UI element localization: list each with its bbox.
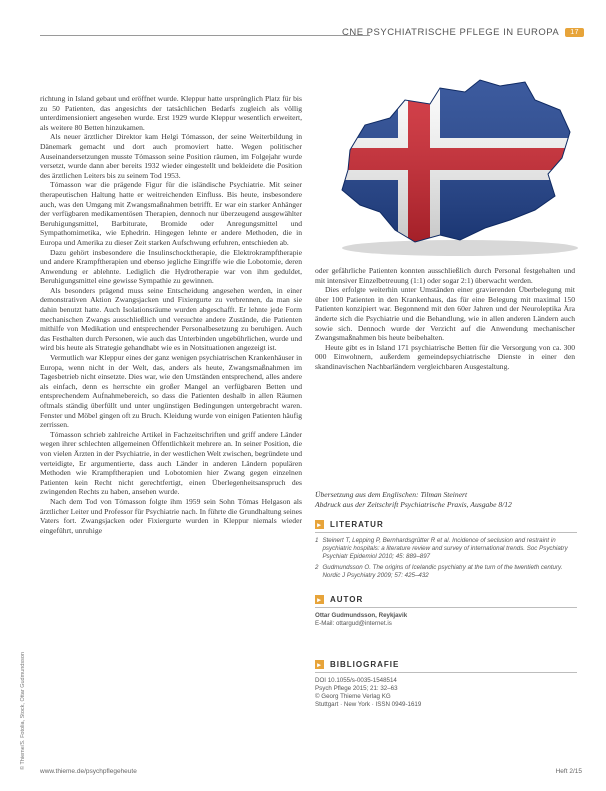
reference-item: 2 Gudmundsson O. The origins of Icelandic psychiatry at the turn of the twentieth century. Nordic J Psychiatry 2009; 57: 425–432: [315, 564, 577, 580]
source-note: Abdruck aus der Zeitschrift Psychiatrische Praxis, Ausgabe 8/12: [315, 500, 512, 509]
paragraph: Nach dem Tod von Tómasson folgte ihm 1959 sein Sohn Tómas Helgason als ärztlicher Leiter und Professor für Psychiatrie nach. In führte die Grundhaltung seines Vaters fort. Zwangsjacken oder Fixiergurte wurden in Kleppur niemals wieder eingeführt, unruhige: [40, 496, 302, 535]
bibliografie-heading: [315, 660, 577, 669]
running-header: [342, 27, 584, 38]
literatur-heading-label: LITERATUR: [330, 520, 384, 529]
paragraph: Als neuer ärztlicher Direktor kam Helgi Tómasson, der seine Weiterbildung in Dänemark gemacht und dort auch promoviert hatte. Wegen politischer Auseinandersetzungen musste Tómasson seine Position räumen, im Folgejahr wurde versetzt, wurde dann aber bereits 1932 wieder eingestellt und bekleidete die Position des ärztlichen Leiters bis zu seinem Tod 1953.: [40, 132, 302, 180]
autor-name: Ottar Gudmundsson, Reykjavik: [315, 612, 408, 619]
body-column-left: [40, 94, 302, 535]
divider: [315, 672, 577, 673]
footer-issue: Heft 2/15: [555, 768, 582, 775]
arrow-right-icon: ▸: [315, 520, 324, 529]
bibliografie-heading-label: BIBLIOGRAFIE: [330, 660, 400, 669]
translation-note: Übersetzung aus dem Englischen: Tilman Steinert: [315, 490, 468, 499]
journal-line: Psych Pflege 2015; 21: 32–63: [315, 685, 398, 692]
page-number-chip: 17: [565, 28, 584, 37]
paragraph: oder gefährliche Patienten konnten ausschließlich durch Personal festgehalten und mit intensiver Einzelbetreuung (1:1) oder sogar 2:1) überwacht werden.: [315, 266, 575, 285]
paragraph: Heute gibt es in Island 171 psychiatrische Betten für die Versorgung von ca. 300 000 Einwohnern, außerdem gemeindepsychiatrische Dienste in einer den skandinavischen Nachbarländern vergleichbaren Ausgestaltung.: [315, 342, 575, 371]
autor-details: [315, 612, 577, 628]
divider: [315, 607, 577, 608]
autor-box: [315, 595, 577, 628]
paragraph: Dazu gehört insbesondere die Insulinschocktherapie, die Elektrokrampftherapie und andere Krampftherapien und ebenso jegliche Eingriffe wie die Lobotomie, deren Anwendung er ablehnte. Lediglich die Hydrotherapie war von ihm geduldet, Beruhigungsmittel eine gewisse Sympathie zu gewinnen.: [40, 247, 302, 286]
publisher-line: © Georg Thieme Verlag KG: [315, 693, 391, 700]
footer-url: www.thieme.de/psychpflegeheute: [40, 768, 137, 775]
reference-text: Gudmundsson O. The origins of Icelandic psychiatry at the turn of the twentieth century. Nordic J Psychiatry 2009; 57: 425–432: [322, 564, 563, 579]
literatur-box: [315, 520, 577, 583]
autor-heading: [315, 595, 577, 604]
issn-line: Stuttgart · New York · ISSN 0949-1619: [315, 701, 422, 708]
reference-item: 1 Steinert T, Lepping P, Bernhardsgrütter R et al. Incidence of seclusion and restraint in psychiatric hospitals: a literature review and survey of international trends. Soc Psychiatry Psychiatr Epidemiol 2010; 45: 889–897: [315, 537, 577, 561]
literatur-heading: [315, 520, 577, 529]
reference-list: [315, 537, 577, 580]
running-header-title: CNE PSYCHIATRISCHE PFLEGE IN EUROPA: [341, 27, 560, 38]
doi-line: DOI 10.1055/s-0035-1548514: [315, 677, 397, 684]
image-credit-vertical: © Thieme/S. Fotolia, Stock, Ottar Gudmundsson: [20, 652, 26, 770]
paragraph: richtung in Island gebaut und eröffnet wurde. Kleppur hatte ursprünglich Platz für bis zu 50 Patienten, das angesichts der tatsächlichen Bedarfs zugleich als völlig unterdimensioniert angesehen wurde. Erst 1929 wurde Kleppur wesentlich erweitert, als weitere 80 Betten hinzukamen.: [40, 94, 302, 132]
iceland-flag-illustration: [320, 70, 580, 260]
paragraph: Als besonders prägend muss seine Entscheidung angesehen werden, in einer demonstrativen Aktion Zwangsjacken und Fixiergurte zu verbrennen, da man sie dahin benutzt hatte. Auch Isolationsräume wurden abgeschafft. Er lehnte jede Form mechanischen Zwangs ausschließlich und versuchte andere Zustände, die Patienten mithilfe von Medikation und entsprechender Personalbesetzung zu beruhigen. Auch das Festhalten durch Personen, wie auch das Unterbinden ungebührlichen, wurde und wird bis heute als Strategie gehandhabt wie es in Notsituationen angezeigt ist.: [40, 285, 302, 353]
body-column-right: [315, 266, 575, 372]
arrow-right-icon: ▸: [315, 660, 324, 669]
translation-credit: [315, 490, 575, 510]
bibliografie-box: [315, 660, 577, 709]
reference-text: Steinert T, Lepping P, Bernhardsgrütter R et al. Incidence of seclusion and restraint in psychiatric hospitals: a literature review and survey of international trends. Soc Psychiatry Psychiatr Epidemiol 2010; 45: 889–897: [322, 537, 568, 560]
paragraph: Tómasson war die prägende Figur für die isländische Psychiatrie. Mit seiner therapeutischen Haltung hatte er weitreichenden Einfluss. Bis heute, insbesondere auch, was den Umgang mit Zwangsmaßnahmen betrifft. Er war ein starker Anhänger der verfügbaren medikamentösen Therapien, dennoch nur überzeugend ausgewählter Beruhigungsmittel, Barbiturate, Bromide oder Anregungsmittel und Sympathomimetika, wie Ephedrin. Hingegen lehnte er andere Methoden, die in Europa und Amerika zu dieser Zeit starken Aufschwung erfuhren, entschieden ab.: [40, 180, 302, 247]
arrow-right-icon: ▸: [315, 595, 324, 604]
iceland-map-flag-icon: [320, 70, 580, 260]
divider: [315, 532, 577, 533]
autor-email[interactable]: E-Mail: ottargud@internet.is: [315, 620, 392, 627]
paragraph: Vermutlich war Kleppur eines der ganz wenigen psychiatrischen Krankenhäuser in Europa, wenn nicht in der Welt, das, anders als heute, Zwangsmaßnahmen im Tagesbetrieb nicht einsetzte. Dies war, wie den Umständen entsprechend, alles andere als einfach, denn es herrschte ein großer Mangel an verfügbaren Betten und entsprechendem Aufnahmebereich, so dass die Patienten deshalb in allen Räumen oftmals ständig überfüllt und unter ungünstigen Bedingungen untergebracht waren. Fenster und Möbel gingen oft zu Bruch. Kleidung wurde von einigen Patienten häufig zerrissen.: [40, 353, 302, 430]
paragraph: Tómasson schrieb zahlreiche Artikel in Fachzeitschriften und griff andere Länder wegen ihrer schlechten allgemeinen Öffentlichkeit mehrere an. In seiner Position, die von vielen Ärzten in der Psychiatrie, in der westlichen Welt zwischen, begründete und verteidigte, Er argumentierte, dass auch Länder in anderen Ländern populären Methoden wie Krampftherapien und Lobotomien hier Zwang gegen einzelnen Patienten kein Recht nicht gerechtfertigt, einen Überlegenheitsanspruch des zwingenden Rechts zu haben, ansehen wurde.: [40, 429, 302, 497]
autor-heading-label: AUTOR: [330, 595, 364, 604]
bibliografie-details: [315, 677, 577, 709]
paragraph: Dies erfolgte weiterhin unter Umständen einer gravierenden Überbelegung mit über 100 Patienten in den Krankenhaus, das für eine Belegung mit maximal 150 Patienten konzipiert war. Begonnend mit den 60er Jahren und der Neuroleptika Ära änderte sich die Psychiatrie und die Behandlung, wie in allen anderen Ländern auch sowie sich. Dennoch wurde der Verzicht auf die Anwendung mechanischer Zwangsmaßnahmen bis heute beibehalten.: [315, 285, 575, 343]
header-rule: [40, 35, 370, 36]
